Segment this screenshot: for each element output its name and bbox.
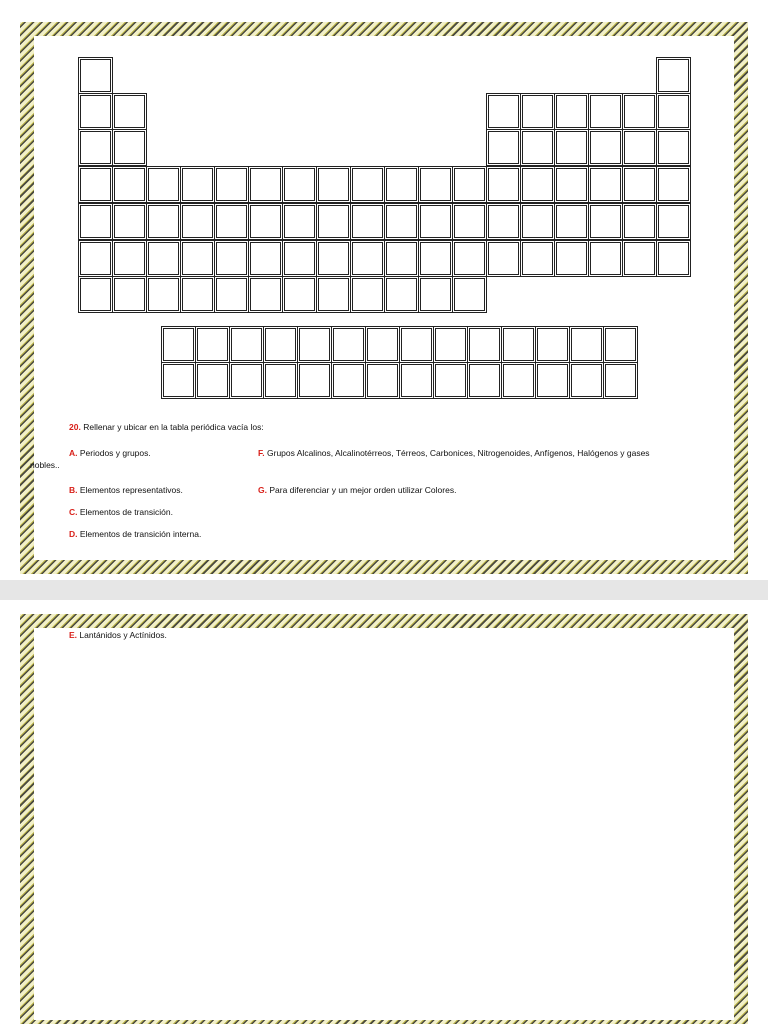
table-cell [554,129,589,166]
f-block-cell [365,326,400,363]
f-block-cell [195,326,230,363]
table-cell [78,166,113,203]
table-cell [384,166,419,203]
table-cell [588,166,623,203]
table-cell [520,93,555,130]
f-block-cell [501,326,536,363]
f-block-cell [433,362,468,399]
item-d-letter: D. [69,529,78,539]
f-block-cell [467,362,502,399]
table-cell [418,203,453,240]
f-block-cell [297,326,332,363]
table-cell [350,166,385,203]
table-cell [384,240,419,277]
task-number: 20. [69,422,81,432]
table-cell [78,57,113,94]
f-block-cell [535,362,570,399]
f-block-cell [569,326,604,363]
table-cell [656,129,691,166]
item-f-letter: F. [258,448,265,458]
table-cell [180,203,215,240]
table-cell [520,240,555,277]
decorative-border [20,614,748,1024]
table-cell [112,276,147,313]
item-d-text: Elementos de transición interna. [79,529,202,539]
table-cell [248,166,283,203]
item-g-letter: G. [258,485,267,495]
item-a-text: Periodos y grupos. [79,448,151,458]
f-block-cell [535,326,570,363]
table-cell [418,276,453,313]
f-block-cell [331,326,366,363]
table-cell [78,276,113,313]
table-cell [452,166,487,203]
table-cell [588,129,623,166]
table-cell [588,93,623,130]
f-block-cell [399,326,434,363]
table-cell [248,203,283,240]
table-cell [418,240,453,277]
f-block-cell [467,326,502,363]
f-block-cell [195,362,230,399]
f-block-cell [603,326,638,363]
table-cell [486,129,521,166]
table-cell [146,276,181,313]
table-cell [384,203,419,240]
f-block-cell [603,362,638,399]
table-cell [656,166,691,203]
table-cell [282,203,317,240]
table-cell [214,276,249,313]
f-block-cell [229,326,264,363]
item-f [258,448,650,459]
table-cell [180,276,215,313]
table-cell [214,166,249,203]
table-cell [554,93,589,130]
table-cell [180,166,215,203]
f-block-cell [365,362,400,399]
table-cell [350,240,385,277]
item-c [69,507,173,518]
table-cell [656,93,691,130]
item-a-letter: A. [69,448,78,458]
table-cell [78,93,113,130]
table-cell [146,203,181,240]
item-f-text: Grupos Alcalinos, Alcalinotérreos, Térreos, Carbonices, Nitrogenoides, Anfígenos, Halógenos y gases [267,448,650,458]
table-cell [554,203,589,240]
table-cell [452,276,487,313]
table-cell [112,166,147,203]
table-cell [180,240,215,277]
table-cell [248,240,283,277]
table-cell [622,166,657,203]
f-block-cell [263,326,298,363]
table-cell [214,240,249,277]
item-c-text: Elementos de transición. [79,507,173,517]
f-block-cell [433,326,468,363]
table-cell [112,203,147,240]
table-cell [384,276,419,313]
table-cell [282,240,317,277]
table-cell [316,240,351,277]
item-e [69,630,167,641]
table-cell [316,203,351,240]
table-cell [350,203,385,240]
table-cell [282,166,317,203]
item-e-letter: E. [69,630,78,640]
table-cell [554,240,589,277]
table-cell [486,203,521,240]
table-cell [588,203,623,240]
table-cell [656,203,691,240]
table-cell [486,166,521,203]
table-cell [316,166,351,203]
table-cell [78,203,113,240]
f-block-cell [569,362,604,399]
item-b-letter: B. [69,485,78,495]
table-cell [316,276,351,313]
f-block-cell [331,362,366,399]
f-block-cell [229,362,264,399]
table-cell [486,93,521,130]
item-e-text: Lantánidos y Actínidos. [79,630,167,640]
table-cell [452,240,487,277]
item-c-letter: C. [69,507,78,517]
item-g [258,485,456,496]
table-cell [554,166,589,203]
item-d [69,529,201,540]
table-cell [112,240,147,277]
table-cell [520,166,555,203]
table-cell [622,93,657,130]
item-b [69,485,183,496]
f-block-cell [161,362,196,399]
table-cell [78,240,113,277]
table-cell [656,240,691,277]
task-intro: Rellenar y ubicar en la tabla periódica vacía los: [83,422,264,432]
table-cell [282,276,317,313]
f-block-cell [161,326,196,363]
item-a [69,448,151,459]
table-cell [78,129,113,166]
table-cell [418,166,453,203]
table-cell [350,276,385,313]
f-block-cell [501,362,536,399]
table-cell [452,203,487,240]
table-cell [520,203,555,240]
table-cell [486,240,521,277]
table-cell [214,203,249,240]
task-heading [69,422,264,433]
table-cell [622,129,657,166]
table-cell [520,129,555,166]
empty-periodic-table [0,0,768,420]
f-block-cell [399,362,434,399]
table-cell [146,240,181,277]
table-cell [112,129,147,166]
table-cell [588,240,623,277]
table-cell [656,57,691,94]
f-block-cell [263,362,298,399]
table-cell [248,276,283,313]
worksheet-page-2 [0,600,768,1024]
f-block-cell [297,362,332,399]
item-g-text: Para diferenciar y un mejor orden utilizar Colores. [269,485,457,495]
table-cell [146,166,181,203]
table-cell [112,93,147,130]
item-f-wrap: nobles.. [30,460,60,470]
table-cell [622,203,657,240]
table-cell [622,240,657,277]
item-b-text: Elementos representativos. [79,485,183,495]
